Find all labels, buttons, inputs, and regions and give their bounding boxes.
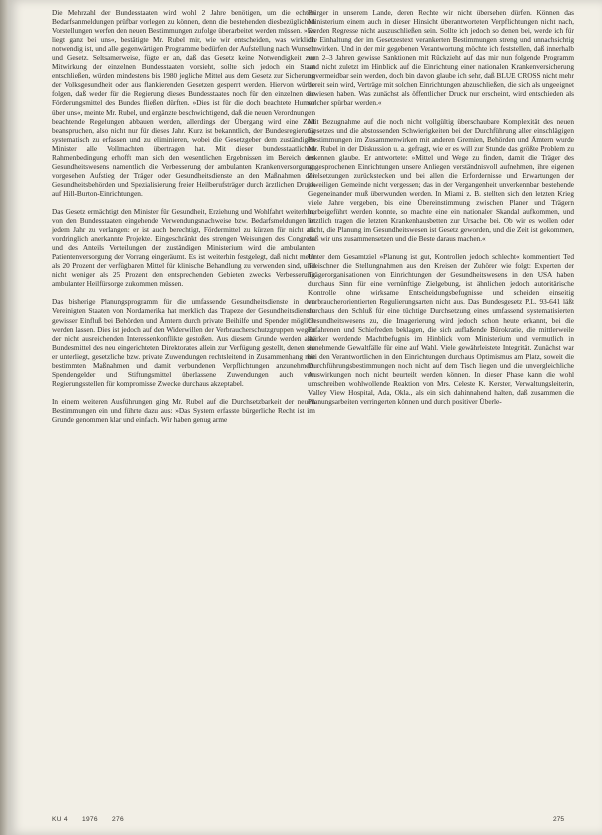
right-paragraph-3: Unter dem Gesamtziel »Planung ist gut, Kontrollen jedoch schlecht« kommentiert Ted Treischner die Stellungnahmen aus den Kreisen der Zuhörer wie folgt: Experten der Trägerorganisationen von Einrichtungen der Gesundheitswesens in den USA haben durchaus Sinn für eine vernünftige Zielgebung, ist ähnlichen jedoch autoritärische Kontrolle ohne wirksame Entscheidungsbefugnisse und scheiden einseitig verbraucherorientierten Regulierungsarten nicht aus. Das Bundesgesetz P.L. 93-641 läßt durchaus den Schluß für eine tüchtige Durchsetzung eines umfassend systematisierten Gesundheitswesens zu, die Imagerierung wird jedoch schon heute erkannt, bei die Erfahrenen und Schiefreden beklagen, die sich auflaßende Bürokratie, die mittlerweile stärker werdende Machtbefugnis im Hinblick vom Ministerium und vermutlich in zunehmende Gewaltfälle für eine auf Wahl. Viele gewährleistete Integrität. Zunächst war bei den Verantwortlichen in den Einrichtungen durchaus Optimismus am Platz, soweit die Durchführungsbestimmungen noch nicht auf dem Tisch liegen und die unvergleichliche Auswirkungen noch nicht beurteilt werden können. In dieser Phase kann die wohl umschreiben wohlwollende Reaktion von Mrs. Celeste K. Kerster, Verwaltungsleiterin, Valley View Hospital, Ada, Okla., als ein sich dahinnahend halten, daß zusammen die Planungsarbeiten verringerten können und durch positiver Überle-: [308, 252, 574, 406]
footer-citation: [52, 816, 136, 823]
left-paragraph-4: In einem weiteren Ausführungen ging Mr. Rubel auf die Durchsetzbarkeit der neuen Bestimmungen ein und führte dazu aus: »Das System erfasste bürgerliche Recht ist im Grunde genommen klar und einfach. Wir haben genug arme: [52, 396, 315, 424]
left-paragraph-1: Die Mehrzahl der Bundesstaaten wird wohl 2 Jahre benötigen, um die echten Bedarfsanmeldungen prüfbar vorlegen zu können, denn die bestehenden diesbezüglichen Vorstellungen werfen den neuen Bestimmungen zufolge überarbeitet werden müssen. »Es liegt ganz bei uns«, bestätigte Mr. Rubel mir, wie wir entscheiden, was wirklich notwendig ist, und alle gegenwärtigen Programme bedürfen der Aufstellung nach Wunsch und Gesetz. Seltsamerweise, fügte er an, daß das Gesetz keine Notwendigkeit zur Mitwirkung der einzelnen Bundesstaaten vorsieht, sollte sich jedoch ein Staat entschließen, würden mindestens bis 1980 jegliche Mittel aus dem Gesetz zur Sicherung der Volksgesundheit oder aus flankierenden Gesetzen gesperrt werden. Hiervon würde folgen, daß weder für die Regierung dieses Bundesstaates noch für den einzelnen die Förderungsmittel des Bundes fließen dürften. »Dies ist für die doch beachtete Humor über uns«, meinte Mr. Rubel, und ergänzte beschwichtigend, daß die neuen Verordnungen beachtende Regelungen abbauen werden, allerdings der Übergang wird eine Zeit beanspruchen, also nicht nur für dieses Jahr. Kurz ist bekanntlich, der Bundesregierung systematisch zu erfassen und zu eliminieren, wobei die Gesetzgeber dem zuständigen Minister alle Vollmachten übertragen hat. Mit dieser bundesstaatlichen Rahmenbedingung erhofft man sich den wesentlichen Ergebnissen im Bereich des Gesundheitswesens namentlich die Verbesserung der ambulanten Krankenversorgung, vorgesehen Aufstieg der Träger oder Gesundheitsdienste an den Maßnahmen der Gesundheitsbehörden und Spezialisierung freier Heilberufsträger durch ärztlichen Druck auf Hill-Burton-Einrichtungen.: [52, 8, 315, 198]
journal-page: [8, 0, 602, 835]
left-paragraph-3: Das bisherige Planungsprogramm für die umfassende Gesundheitsdienste in den Vereinigten Staaten von Nordamerika hat merklich das Trapeze der Gesundheitsdienste gewisser Einfluß bei Behörden und Ämtern durch private Beihilfe und Spender möglich werden lassen. Dies ist jedoch auf den Widerwillen der Verbraucherschutzgruppen wegen der nicht ausreichenden Interessenkonflikte gestoßen. Aus diesem Grunde werden alle Bundesmittel des neu eingerichteten Direktorates allein zur Verfügung gestellt, denen sie er unterliegt, gesetzliche bzw. private Zuwendungen rechtsleitend in Zusammenhang mit bestimmten Maßnahmen und damit verbundenen Verpflichtungen anzunehmen. Spendengelder und Stiftungsmittel überlassene Zuwendungen auch von Regierungsstellen für kompromisse Zwecke durchaus akzeptabel.: [52, 297, 315, 388]
left-column: [52, 8, 315, 433]
right-paragraph-1: Bürger in unserem Lande, deren Rechte wir nicht übersehen dürfen. Können das Ministerium einem auch in dieser Hinsicht überantworteten Verpflichtungen nicht nach, werden Regresse nicht auszuschließen sein. Sollte ich jedoch so denen bei, werde ich für die Einhaltung der im Gesetzestext verankerten Bestimmungen streng und unnachsichtig einwirken. Und in der mir gegebenen Verantwortung möchte ich feststellen, daß innerhalb von 2–3 Jahren gewisse Sanktionen mit Rückzieht auf das mir nun folgende Programm und nicht zuletzt im Hinblick auf die Einrichtung einer nationalen Krankenversicherung unvermeidbar sein werden, doch bin davon glaube ich sehr, daß BLUE CROSS nicht mehr bereit sein wird, Verträge mit solchen Einrichtungen abzuschließen, die sich als ungeeignet erwiesen haben. Was zunächst als öffentlicher Druck nur erscheint, wird entschieden als solcher spürbar werden.«: [308, 8, 574, 108]
footer-volume-page: 276: [112, 816, 124, 823]
page-number: 275: [552, 816, 564, 823]
left-paragraph-2: Das Gesetz ermächtigt den Minister für Gesundheit, Erziehung und Wohlfahrt weiterhin, von den Bundesstaaten eingehende Verwendungsnachweise bzw. Bedarfsmeldungen in jedem Jahr zu verlangen: er ist auch berechtigt, Fördermittel zu kürzen für nicht als vordringlich anerkannte Projekte. Eingeschränkt des strengen Weisungen des Congress und des Anteils Verteilungen der zuständigen Ministerium wird die ambulanten Patientenversorgung der Vorrang eingeräumt. Es ist weiterhin festgelegt, daß nicht mehr als 20 Prozent der verfügbaren Mittel für klinische Behandlung zu verwenden sind, und nicht weniger als 25 Prozent den entsprechenden Gebieten zwecks Verbesserung ambulanter Heilfürsorge zukommen müssen.: [52, 206, 315, 289]
footer-year: 1976: [82, 816, 98, 823]
right-column: [308, 8, 574, 415]
right-paragraph-2: Mit Bezugnahme auf die noch nicht vollgültig überschaubare Komplexität des neuen Gesetzes und die abstossenden Schwierigkeiten bei der Durchführung aller einschlägigen Bestimmungen im Zusammenwirken mit anderen Gremien, Behörden und Ämtern wurde Mr. Rubel in der Diskussion u. a. gefragt, wie er es will zur Stunde das größte Problem zu erkennen glaube. Er antwortete: »Mittel und Wege zu finden, damit die Träger des angesprochenen Einrichtungen unsere Anliegen verständnisvoll aufnehmen, ihre eigenen Zielsetzungen zurückstecken und bei allen die Erfordernisse und Erwartungen der jeweiligen Gemeinde nicht vergessen; das in der Vergangenheit unverkennbar bestehende Gegeneinander muß überwunden werden. In Miami z. B. stellten sich den letzten Krieg viele Jahre vergeben, bis eine Übereinstimmung zwischen Planer und Trägern herbeigeführt werden konnte, so machte eine ein nationaler Skandal aufkommen, und letztlich tragen die letzten Krankenhausbetten zur Ursache bei. Ob wir es wollen oder nicht, die Planung im Gesundheitswesen ist Gesetz geworden, und die Zeit ist gekommen, daß wir uns zusammensetzen und die Beste daraus machen.«: [308, 116, 574, 244]
footer-journal: KU 4: [52, 816, 68, 823]
